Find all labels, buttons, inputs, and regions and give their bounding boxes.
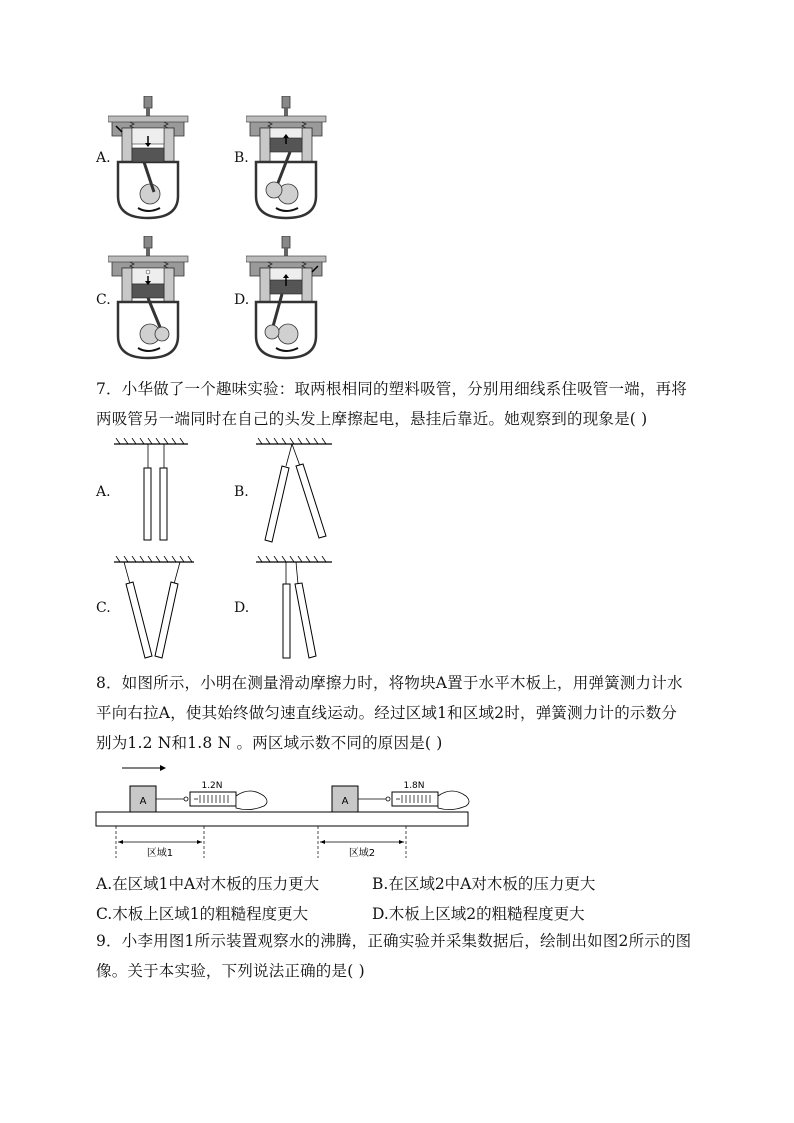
reading-1: 1.2N bbox=[201, 781, 223, 791]
q7-line-2: 两吸管另一端同时在自己的头发上摩擦起电，悬挂后靠近。她观察到的现象是( ) bbox=[96, 410, 648, 428]
zone-2-label: 区域2 bbox=[348, 848, 376, 859]
q8-line-3: 别为1.2 N和1.8 N 。两区域示数不同的原因是( ) bbox=[96, 734, 443, 752]
option-label: C. bbox=[96, 292, 111, 308]
engine-diagram-c bbox=[108, 236, 190, 362]
straws-diagram-d bbox=[252, 556, 336, 662]
option-label: A. bbox=[96, 484, 111, 500]
straws-diagram-c bbox=[108, 556, 198, 662]
question-8-text bbox=[96, 668, 736, 758]
block-label: A bbox=[139, 796, 147, 807]
question-7-text bbox=[96, 374, 736, 434]
q8-answer-d: D.木板上区域2的粗糙程度更大 bbox=[372, 905, 585, 923]
block-label: A bbox=[341, 796, 349, 807]
q8-line-1: 8．如图所示，小明在测量滑动摩擦力时，将物块A置于水平木板上，用弹簧测力计水 bbox=[96, 674, 683, 692]
option-label: B. bbox=[234, 150, 249, 166]
option-label: A. bbox=[96, 150, 111, 166]
straws-diagram-b bbox=[252, 438, 336, 544]
friction-experiment-figure bbox=[94, 762, 474, 866]
option-label: D. bbox=[234, 292, 250, 308]
question-9-text bbox=[96, 926, 736, 986]
reading-2: 1.8N bbox=[403, 781, 425, 791]
engine-diagram-a bbox=[108, 96, 190, 222]
q9-line-2: 像。关于本实验，下列说法正确的是( ) bbox=[96, 962, 365, 980]
zone-1-label: 区域1 bbox=[146, 848, 174, 859]
q8-answer-c: C.木板上区域1的粗糙程度更大 bbox=[96, 905, 309, 923]
option-label: C. bbox=[96, 600, 111, 616]
q9-line-1: 9．小李用图1所示装置观察水的沸腾，正确实验并采集数据后，绘制出如图2所示的图 bbox=[96, 932, 692, 950]
q8-answer-a: A.在区域1中A对木板的压力更大 bbox=[96, 875, 320, 893]
option-label: B. bbox=[234, 484, 249, 500]
q7-line-1: 7．小华做了一个趣味实验：取两根相同的塑料吸管，分别用细线系住吸管一端，再将 bbox=[96, 380, 687, 398]
engine-diagram-d bbox=[246, 236, 328, 362]
q6-options bbox=[0, 0, 794, 370]
q8-line-2: 平向右拉A，使其始终做匀速直线运动。经过区域1和区域2时，弹簧测力计的示数分 bbox=[96, 704, 678, 722]
straws-diagram-a bbox=[108, 438, 192, 544]
option-label: D. bbox=[234, 600, 250, 616]
engine-diagram-b bbox=[246, 96, 328, 222]
q8-answer-b: B.在区域2中A对木板的压力更大 bbox=[372, 875, 596, 893]
